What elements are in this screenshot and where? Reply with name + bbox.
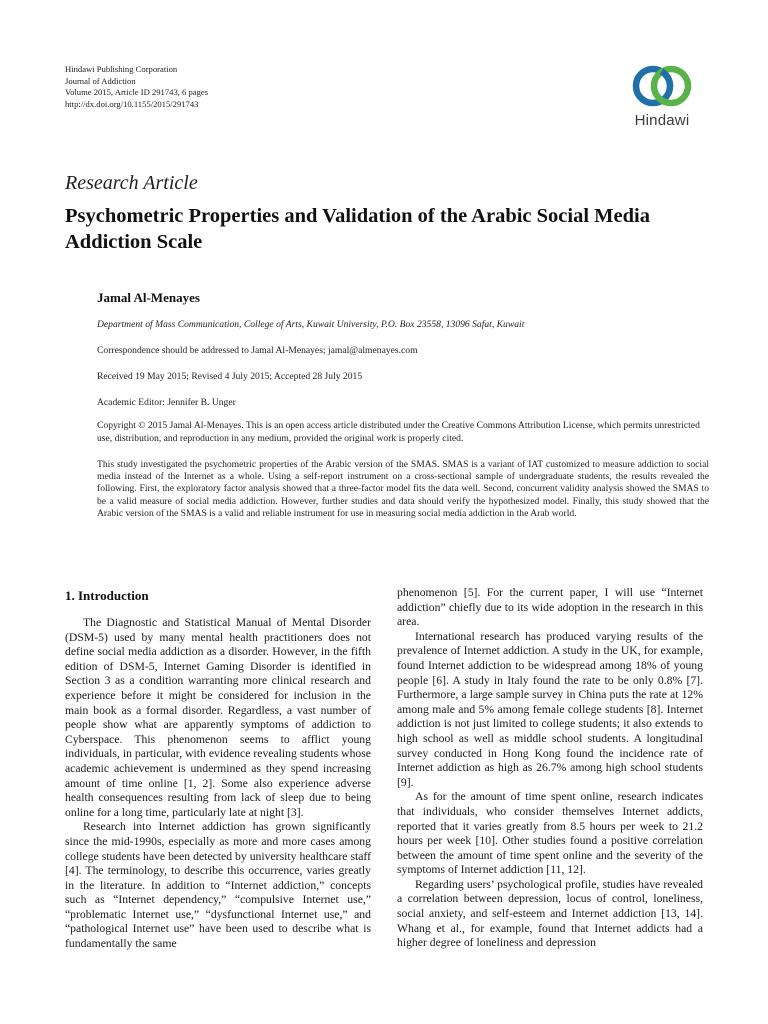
paragraph: Regarding users’ psychological profile, studies have revealed a correlation between depression, locus of control, loneliness, social anxiety, and self-esteem and Internet addiction [13, 14]. Whang et al., for example, found that Internet addicts had a higher degree of loneliness and depression [397,877,703,950]
doi-link[interactable]: http://dx.doi.org/10.1155/2015/291743 [65,98,199,109]
left-column [65,602,371,952]
article-title: Psychometric Properties and Validation of the Arabic Social Media Addiction Scale [65,205,650,253]
copyright-notice: Copyright © 2015 Jamal Al-Menayes. This is an open access article distributed under the Creative Commons Attribution License, which permits unrestricted use, distribution, and reproduction in any medium, provided the original work is properly cited. [97,420,700,444]
hindawi-rings-icon [626,58,698,110]
academic-editor: Academic Editor: Jennifer B. Unger [97,397,236,408]
author-name: Jamal Al-Menayes [97,290,200,305]
correspondence: Correspondence should be addressed to Jamal Al-Menayes; jamal@almenayes.com [97,345,418,356]
publisher-name: Hindawi Publishing Corporation [65,64,178,74]
hindawi-logo [626,58,698,134]
right-column [397,586,703,951]
journal-header [65,64,208,110]
volume-info: Volume 2015, Article ID 291743, 6 pages [65,87,209,97]
paragraph: Research into Internet addiction has grown significantly since the mid-1990s, especially as more and more cases among college students have been detected by university healthcare staff [4]. The terminology, to describe this occurrence, varies greatly in the literature. In addition to “Internet addiction,” concepts such as “Internet dependency,” “compulsive Internet use,” “problematic Internet use,” “dysfunctional Internet use,” and “pathological Internet use” have been used to describe what is fundamentally the same [65,820,371,951]
abstract: This study investigated the psychometric properties of the Arabic version of the SMAS. SMAS is a variant of IAT customized to measure addiction to social media instead of the Internet as a whole. Using a self-report instrument on a cross-sectional sample of undergraduate students, the results revealed the following. First, the exploratory factor analysis showed that a three-factor model fits the data well. Second, concurrent validity analysis showed the SMAS to be a valid measure of social media addiction. However, further studies and data should verify the hypothesized model. Finally, this study showed that the Arabic version of the SMAS is a valid and reliable instrument for use in measuring social media addiction in the Arab world. [97,459,709,519]
paragraph: phenomenon [5]. For the current paper, I will use “Internet addiction” chiefly due to its wide adoption in the research in this area. [397,586,703,629]
affiliation: Department of Mass Communication, College of Arts, Kuwait University, P.O. Box 23558, 13096 Safat, Kuwait [97,319,525,330]
article-type: Research Article [65,172,198,194]
paragraph: The Diagnostic and Statistical Manual of Mental Disorder (DSM-5) used by many mental health practitioners does not define social media addiction as a disorder. However, in the fifth edition of DSM-5, Internet Gaming Disorder is identified in Section 3 as a condition warranting more clinical research and experience before it might be considered for inclusion in the main book as a formal disorder. Regardless, a vast number of people show what are apparently symptoms of addiction to Cyberspace. This phenomenon seems to afflict young individuals, in particular, with evidence revealing students whose academic achievement is undermined as they spend increasing amount of time online [1, 2]. Some also experience adverse health consequences resulting from lack of sleep due to being online for a long time, particularly late at night [3]. [65,616,371,819]
article-dates: Received 19 May 2015; Revised 4 July 2015; Accepted 28 July 2015 [97,371,363,382]
paragraph: International research has produced varying results of the prevalence of Internet addiction. A study in the UK, for example, found Internet addiction to be widespread among 18% of young people [6]. A study in Italy found the rate to be only 0.8% [7]. Furthermore, a large sample survey in China puts the rate at 12% among male and 5% among female college students [8]. Internet addiction is not just limited to college students; it also extends to high school as well as middle school students. A longitudinal survey conducted in Hong Kong found the incidence rate of Internet addiction as high as 26.7% among high school students [9]. [397,629,703,789]
paragraph: As for the amount of time spent online, research indicates that individuals, who consider themselves Internet addicts, reported that it varies greatly from 8.5 hours per week to 21.2 hours per week [10]. Other studies found a positive correlation between the amount of time spent online and the severity of the symptoms of Internet addiction [11, 12]. [397,790,703,877]
section-heading: 1. Introduction [65,588,149,603]
journal-name: Journal of Addiction [65,75,136,86]
logo-text: Hindawi [634,112,690,129]
